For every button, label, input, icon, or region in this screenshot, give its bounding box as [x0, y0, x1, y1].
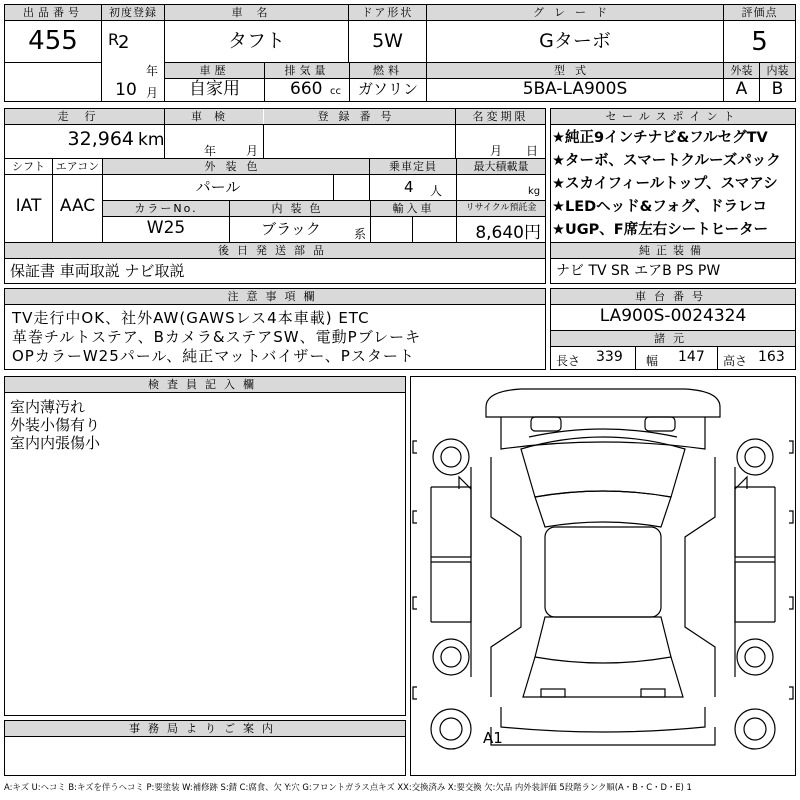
spec-label: 諸元: [551, 331, 795, 347]
shift-label: シフト: [5, 159, 52, 175]
width-label: 幅: [646, 354, 659, 368]
model: 5BA-LA900S: [522, 79, 628, 99]
door: 5W: [372, 30, 403, 52]
lot-no-label: 出品番号: [5, 5, 101, 21]
later-items: 保証書 車両取説 ナビ取説: [10, 262, 185, 280]
mileage-unit: km: [138, 130, 165, 150]
name-change-label: 名変期限: [456, 109, 545, 125]
inspection-year-unit: 年: [204, 144, 217, 158]
inspection-label: 車検: [165, 109, 263, 125]
length-label: 長さ: [556, 354, 581, 368]
inspection-month-unit: 月: [246, 144, 259, 158]
notes-label: 注意事項欄: [5, 289, 545, 305]
max-load-label: 最大積載量: [457, 159, 545, 175]
max-load-unit: kg: [528, 186, 541, 197]
color-no: W25: [146, 218, 186, 238]
int-color-label: 内装色: [230, 201, 370, 217]
score: 5: [751, 27, 768, 57]
first-reg-era: R: [108, 30, 120, 49]
notes-line: TV走行中OK、社外AW(GAWSレス4本車載) ETC: [12, 309, 370, 327]
first-reg-year-unit: 年: [146, 64, 159, 78]
exterior-label: 外装: [724, 63, 759, 79]
ext-color-label: 外装色: [103, 159, 369, 175]
later-items-label: 後日発送部品: [5, 243, 545, 259]
import-label: 輸入車: [371, 201, 456, 217]
sales-point: ★UGP、F席左右シートヒーター: [552, 222, 769, 238]
sales-points-label: セールスポイント: [551, 109, 795, 125]
int-color: ブラック: [261, 220, 321, 238]
fuel: ガソリン: [357, 80, 418, 98]
office-label: 事務局よりご案内: [5, 721, 405, 737]
grade: Gターボ: [539, 30, 611, 52]
int-color-suffix: 系: [354, 227, 367, 241]
car-outline-svg: [411, 377, 795, 775]
car-name-label: 車名: [165, 5, 348, 21]
first-reg-month-unit: 月: [146, 86, 159, 100]
inspector-line: 室内内張傷小: [10, 434, 101, 452]
sales-point: ★LEDヘッド&フォグ、ドラレコ: [552, 199, 768, 215]
inspector-label: 検査員記入欄: [5, 377, 405, 393]
fuel-label: 燃料: [350, 63, 426, 79]
score-label: 評価点: [724, 5, 795, 21]
name-change-day-unit: 日: [526, 144, 539, 158]
car-name: タフト: [227, 30, 285, 52]
reg-no-label: 登録番号: [264, 109, 455, 125]
recycle-label: リサイクル預託金: [457, 201, 545, 217]
mileage: 32,964: [67, 128, 134, 150]
grade-label: グレード: [427, 5, 723, 21]
capacity: 4: [404, 178, 414, 196]
chassis-no: LA900S-0024324: [599, 306, 747, 326]
damage-mark: A1: [483, 729, 503, 747]
first-reg-month: 10: [115, 80, 137, 100]
interior-grade: B: [771, 79, 784, 99]
shift: IAT: [15, 196, 42, 216]
sales-point: ★純正9インチナビ&フルセグTV: [552, 130, 768, 146]
legend: A:キズ U:ヘコミ B:キズを伴うヘコミ P:要塗装 W:補修跡 S:錆 C:腐食、欠 Y:穴 G:フロントガラス点キズ XX:交換済み X:要交換 欠:欠品 内外装評価 5段階ランク順(A・B・C・D・E) 1: [4, 782, 692, 792]
displacement: 660: [290, 79, 323, 99]
notes-line: 革巻チルトステア、Bカメラ&ステアSW、電動Pブレーキ: [12, 328, 422, 346]
displacement-unit: cc: [330, 86, 341, 97]
sales-point: ★スカイフィールトップ、スマアシ: [552, 176, 778, 192]
first-reg-year: 2: [118, 32, 130, 53]
mileage-label: 走行: [5, 109, 164, 125]
displacement-label: 排気量: [265, 63, 349, 79]
recycle-fee: 8,640円: [475, 223, 541, 243]
history-label: 車歴: [165, 63, 264, 79]
interior-label: 内装: [760, 63, 795, 79]
chassis-label: 車台番号: [551, 289, 795, 305]
width: 147: [678, 349, 705, 365]
ext-color: パール: [195, 178, 241, 196]
first-reg-label: 初度登録: [102, 5, 164, 21]
height: 163: [758, 349, 785, 365]
sales-point: ★ターボ、スマートクルーズパック: [552, 153, 781, 169]
color-no-label: カラーNo.: [103, 201, 229, 217]
capacity-label: 乗車定員: [370, 159, 456, 175]
car-diagram: [410, 376, 796, 776]
equipment-label: 純正装備: [551, 243, 795, 259]
height-label: 高さ: [723, 354, 748, 368]
sales-points-list: [552, 127, 796, 242]
exterior-grade: A: [735, 79, 748, 99]
ac-label: エアコン: [53, 159, 102, 175]
name-change-month-unit: 月: [490, 144, 503, 158]
inspector-line: 室内薄汚れ: [10, 398, 86, 416]
model-label: 型式: [427, 63, 723, 79]
inspector-line: 外装小傷有り: [10, 416, 101, 434]
lot-no: 455: [28, 26, 78, 56]
ac: AAC: [59, 196, 96, 216]
capacity-unit: 人: [430, 184, 443, 198]
length: 339: [596, 349, 623, 365]
notes-line: OPカラーW25パール、純正マットバイザー、Pスタート: [12, 347, 415, 365]
door-label: ドア形状: [349, 5, 426, 21]
equipment: ナビ TV SR エアB PS PW: [556, 263, 721, 279]
history: 自家用: [189, 79, 240, 99]
